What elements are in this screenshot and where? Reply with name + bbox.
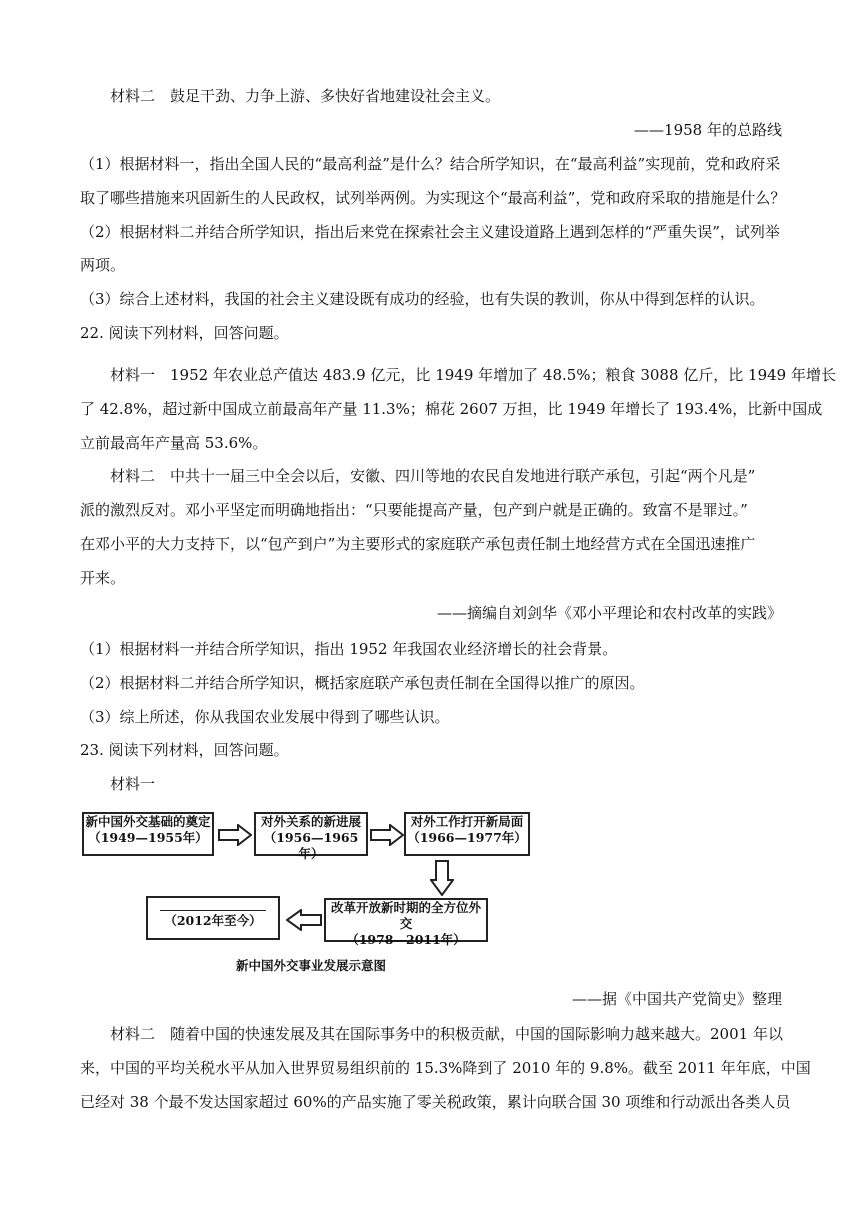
- q22-part2: （2）根据材料二并结合所学知识，概括家庭联产承包责任制在全国得以推广的原因。: [80, 674, 645, 692]
- answer-blank-line: [160, 910, 266, 911]
- diagram-box-1966-1977: [404, 812, 530, 856]
- q22-material-2-line4: 开来。: [80, 569, 126, 587]
- box1-period: （1949—1955年）: [88, 830, 208, 845]
- diagram-box-1949-1955: [82, 812, 214, 856]
- box3-title: 对外工作打开新局面: [410, 814, 524, 829]
- q22-material-1-line1: 材料一 1952 年农业总产值达 483.9 亿元，比 1949 年增加了 48.5%；粮食 3088 亿斤，比 1949 年增长: [110, 366, 836, 384]
- q22-material-2-line1: 材料二 中共十一届三中全会以后，安徽、四川等地的农民自发地进行联产承包，引起“两个凡是”: [110, 467, 756, 485]
- diagram-caption: 新中国外交事业发展示意图: [236, 958, 387, 973]
- q21-part1-line1: （1）根据材料一，指出全国人民的“最高利益”是什么？结合所学知识，在“最高利益”实现前，党和政府采: [80, 155, 781, 173]
- q23-material-1-label: 材料一: [110, 775, 156, 793]
- diagram-box-1956-1965: [254, 812, 368, 861]
- box3-period: （1966—1977年）: [407, 830, 527, 845]
- q23-material-2-line3: 已经对 38 个最不发达国家超过 60%的产品实施了零关税政策，累计向联合国 30 项维和行动派出各类人员: [80, 1093, 791, 1111]
- box4-title: 改革开放新时期的全方位外交: [330, 900, 481, 931]
- material-2-q21: 材料二 鼓足干劲、力争上游、多快好省地建设社会主义。: [110, 87, 501, 105]
- q23-material-2-line2: 来，中国的平均关税水平从加入世界贸易组织前的 15.3%降到了 2010 年的 9.8%。截至 2011 年年底，中国: [80, 1059, 811, 1077]
- diagram-box-2012-present: [146, 896, 280, 940]
- q23-material-2-line1: 材料二 随着中国的快速发展及其在国际事务中的积极贡献，中国的国际影响力越来越大。2001 年以: [110, 1025, 783, 1043]
- box5-period: （2012年至今）: [164, 913, 262, 928]
- box2-period: （1956—1965年）: [263, 830, 359, 861]
- diagram-box-1978-2011: [324, 898, 488, 947]
- q22-material-2-line2: 派的激烈反对。邓小平坚定而明确地指出：“只要能提高产量，包产到户就是正确的。致富不是罪过。”: [80, 501, 748, 519]
- q22-part1: （1）根据材料一并结合所学知识，指出 1952 年我国农业经济增长的社会背景。: [80, 640, 618, 658]
- down-arrow-icon: [430, 860, 454, 896]
- source-q23: ——据《中国共产党简史》整理: [571, 990, 782, 1008]
- source-q21: ——1958 年的总路线: [634, 121, 782, 139]
- q22-material-1-line2: 了 42.8%，超过新中国成立前最高年产量 11.3%；棉花 2607 万担，比 1949 年增长了 193.4%，比新中国成: [80, 400, 823, 418]
- q21-part3: （3）综合上述材料，我国的社会主义建设既有成功的经验，也有失误的教训，你从中得到怎样的认识。: [80, 290, 765, 308]
- question-22-title: 22. 阅读下列材料，回答问题。: [80, 324, 289, 342]
- q21-part2-line2: 两项。: [80, 256, 126, 274]
- box1-title: 新中国外交基础的奠定: [85, 814, 211, 829]
- q22-material-2-line3: 在邓小平的大力支持下，以“包产到户”为主要形式的家庭联产承包责任制土地经营方式在全国迅速推广: [80, 535, 756, 553]
- right-arrow-icon: [370, 824, 404, 846]
- q21-part1-line2: 取了哪些措施来巩固新生的人民政权，试列举两例。为实现这个“最高利益”，党和政府采取的措施是什么？: [80, 189, 786, 207]
- left-arrow-icon: [286, 909, 322, 931]
- right-arrow-icon: [218, 824, 252, 846]
- q22-part3: （3）综上所述，你从我国农业发展中得到了哪些认识。: [80, 708, 450, 726]
- q21-part2-line1: （2）根据材料二并结合所学知识，指出后来党在探索社会主义建设道路上遇到怎样的“严重失误”，试列举: [80, 223, 780, 241]
- source-q22: ——摘编自刘剑华《邓小平理论和农村改革的实践》: [436, 604, 782, 622]
- question-23-title: 23. 阅读下列材料，回答问题。: [80, 741, 289, 759]
- q22-material-1-line3: 立前最高年产量高 53.6%。: [80, 434, 268, 452]
- box4-period: （1978—2011年）: [346, 932, 466, 947]
- box2-title: 对外关系的新进展: [260, 814, 361, 829]
